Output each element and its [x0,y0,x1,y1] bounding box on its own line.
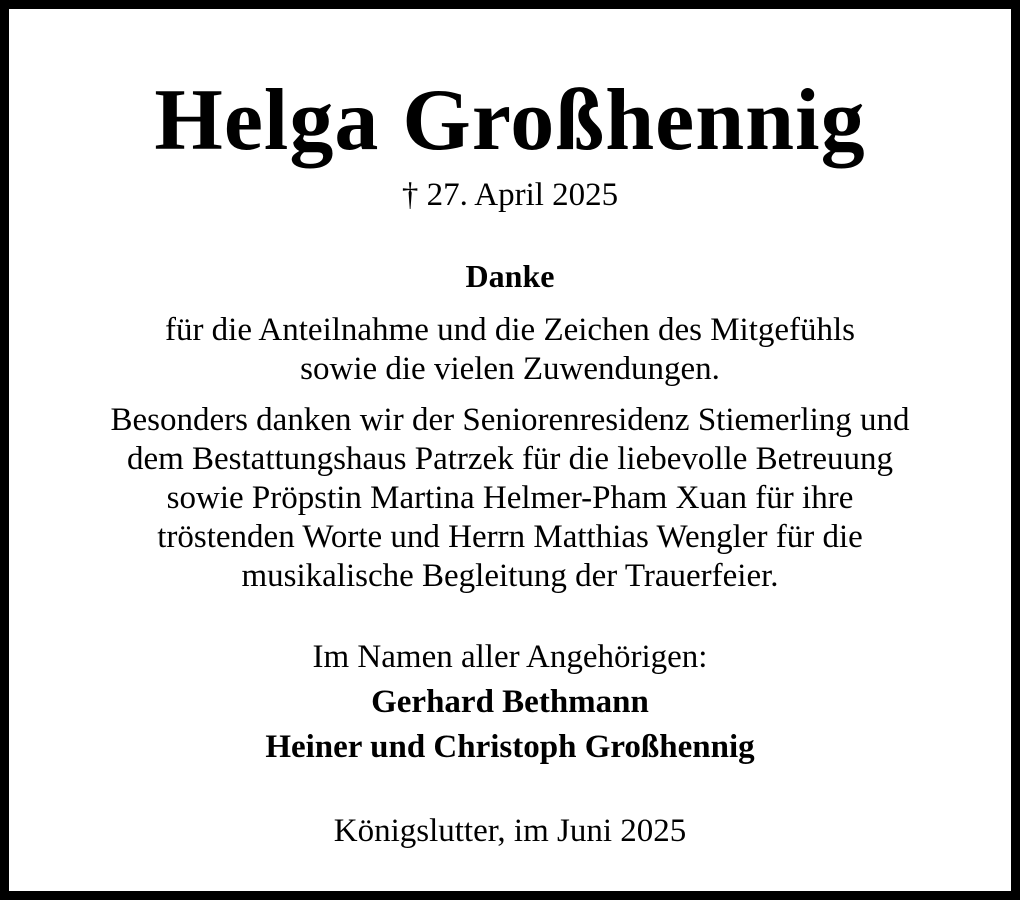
death-date: † 27. April 2025 [401,177,619,213]
thanks-heading: Danke [465,258,555,294]
place-date-line: Königslutter, im Juni 2025 [333,813,687,849]
signatory-name: Gerhard Bethmann [371,684,649,720]
thanks-line: sowie die vielen Zuwendungen. [300,351,720,387]
special-thanks-line: sowie Pröpstin Martina Helmer-Pham Xuan für ihre [166,480,854,516]
special-thanks-line: musikalische Begleitung der Trauerfeier. [241,558,779,594]
signatory-name: Heiner und Christoph Großhennig [265,729,755,765]
deceased-name: Helga Großhennig [154,72,866,169]
special-thanks-line: dem Bestattungshaus Patrzek für die liebevolle Betreuung [126,441,894,477]
special-thanks-line: tröstenden Worte und Herrn Matthias Wengler für die [157,519,863,555]
on-behalf-line: Im Namen aller Angehörigen: [312,639,708,675]
special-thanks-line: Besonders danken wir der Seniorenresidenz Stiemerling und [110,402,910,438]
thanks-line: für die Anteilnahme und die Zeichen des Mitgefühls [164,312,856,348]
